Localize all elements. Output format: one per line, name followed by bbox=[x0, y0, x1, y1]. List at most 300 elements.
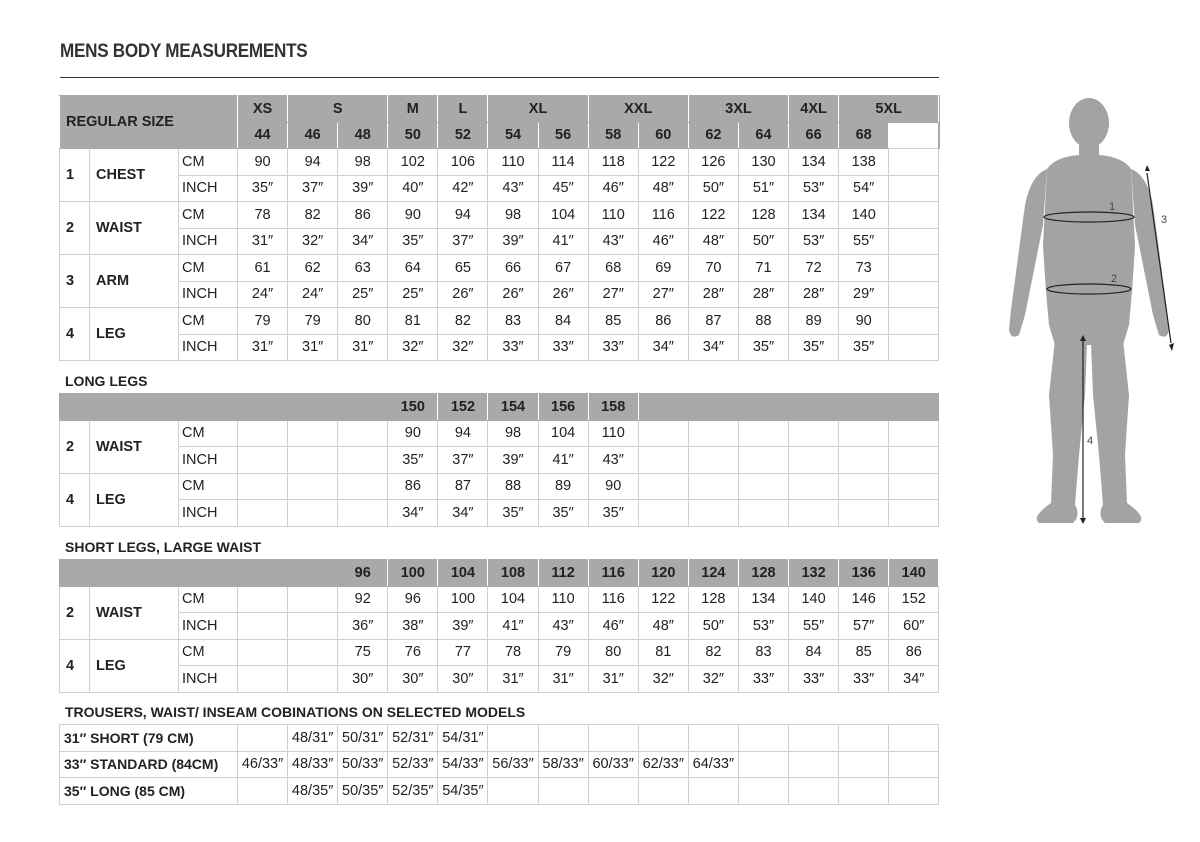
measure-name: LEG bbox=[90, 473, 179, 526]
size-number-header: 132 bbox=[789, 560, 839, 587]
table-row bbox=[60, 666, 939, 693]
empty-cell bbox=[738, 725, 788, 752]
value-cell: 110 bbox=[588, 202, 638, 229]
empty-cell bbox=[889, 725, 939, 752]
value-cell: 31″ bbox=[238, 334, 288, 361]
table-row bbox=[60, 473, 939, 500]
empty-cell bbox=[839, 473, 889, 500]
table-row bbox=[60, 202, 940, 229]
value-cell: 26″ bbox=[488, 281, 538, 308]
size-number-header: 56 bbox=[538, 122, 588, 149]
value-cell: 68 bbox=[588, 255, 638, 282]
combination-cell: 48/31″ bbox=[288, 725, 338, 752]
empty-cell bbox=[288, 586, 338, 613]
size-group-header: S bbox=[288, 96, 388, 123]
value-cell: 90 bbox=[388, 420, 438, 447]
trouser-length-label: 33″ STANDARD (84CM) bbox=[60, 751, 238, 778]
value-cell: 48″ bbox=[638, 175, 688, 202]
value-cell: 34″ bbox=[388, 500, 438, 527]
trousers-heading: TROUSERS, WAIST/ INSEAM COBINATIONS ON SELECTED MODELS bbox=[65, 704, 526, 720]
empty-cell bbox=[588, 778, 638, 805]
empty-cell bbox=[238, 639, 288, 666]
measure-name: LEG bbox=[90, 639, 179, 692]
measure-name: ARM bbox=[90, 255, 179, 308]
measure-number: 1 bbox=[60, 149, 90, 202]
empty-cell bbox=[238, 447, 288, 474]
empty-cell bbox=[839, 751, 889, 778]
combination-cell: 56/33″ bbox=[488, 751, 538, 778]
measure-number: 4 bbox=[60, 473, 90, 526]
value-cell: 39″ bbox=[488, 447, 538, 474]
measure-number: 2 bbox=[60, 420, 90, 473]
combination-cell: 48/33″ bbox=[288, 751, 338, 778]
combination-cell: 64/33″ bbox=[688, 751, 738, 778]
empty-cell bbox=[688, 420, 738, 447]
value-cell: 138 bbox=[839, 149, 889, 176]
value-cell: 28″ bbox=[688, 281, 738, 308]
page-title: MENS BODY MEASUREMENTS bbox=[60, 41, 308, 62]
value-cell: 32″ bbox=[288, 228, 338, 255]
value-cell: 94 bbox=[438, 202, 488, 229]
size-group-header: 3XL bbox=[688, 96, 788, 123]
value-cell: 55″ bbox=[789, 613, 839, 640]
empty-cell bbox=[738, 751, 788, 778]
empty-cell bbox=[889, 149, 939, 176]
empty-cell bbox=[538, 778, 588, 805]
size-number-header: 64 bbox=[738, 122, 788, 149]
value-cell: 27″ bbox=[638, 281, 688, 308]
table-row bbox=[60, 586, 939, 613]
empty-cell bbox=[789, 751, 839, 778]
empty-cell bbox=[789, 778, 839, 805]
value-cell: 76 bbox=[388, 639, 438, 666]
value-cell: 31″ bbox=[338, 334, 388, 361]
short-legs-heading: SHORT LEGS, LARGE WAIST bbox=[65, 539, 262, 555]
value-cell: 83 bbox=[738, 639, 788, 666]
size-number-header: 154 bbox=[488, 394, 538, 421]
value-cell: 88 bbox=[488, 473, 538, 500]
empty-cell bbox=[889, 281, 939, 308]
value-cell: 33″ bbox=[789, 666, 839, 693]
value-cell: 53″ bbox=[738, 613, 788, 640]
combination-cell: 52/33″ bbox=[388, 751, 438, 778]
table-row bbox=[60, 639, 939, 666]
value-cell: 94 bbox=[438, 420, 488, 447]
table-row bbox=[60, 281, 940, 308]
value-cell: 110 bbox=[588, 420, 638, 447]
size-number-header: 68 bbox=[839, 122, 889, 149]
value-cell: 98 bbox=[488, 420, 538, 447]
value-cell: 30″ bbox=[338, 666, 388, 693]
size-group-header: XS bbox=[238, 96, 288, 123]
empty-cell bbox=[839, 725, 889, 752]
value-cell: 134 bbox=[789, 202, 839, 229]
empty-cell bbox=[789, 447, 839, 474]
value-cell: 75 bbox=[338, 639, 388, 666]
size-group-header: 5XL bbox=[839, 96, 939, 123]
value-cell: 40″ bbox=[388, 175, 438, 202]
combination-cell: 58/33″ bbox=[538, 751, 588, 778]
value-cell: 70 bbox=[688, 255, 738, 282]
value-cell: 152 bbox=[889, 586, 939, 613]
value-cell: 80 bbox=[588, 639, 638, 666]
regular-size-label: REGULAR SIZE bbox=[60, 96, 238, 149]
value-cell: 35″ bbox=[488, 500, 538, 527]
empty-cell bbox=[789, 500, 839, 527]
value-cell: 43″ bbox=[488, 175, 538, 202]
value-cell: 88 bbox=[738, 308, 788, 335]
empty-cell bbox=[488, 725, 538, 752]
value-cell: 32″ bbox=[438, 334, 488, 361]
table-row bbox=[60, 778, 939, 805]
value-cell: 60″ bbox=[889, 613, 939, 640]
trousers-table bbox=[59, 724, 939, 805]
value-cell: 33″ bbox=[488, 334, 538, 361]
value-cell: 26″ bbox=[438, 281, 488, 308]
value-cell: 80 bbox=[338, 308, 388, 335]
value-cell: 43″ bbox=[588, 447, 638, 474]
value-cell: 86 bbox=[338, 202, 388, 229]
size-number-header: 100 bbox=[388, 560, 438, 587]
header-blank bbox=[638, 394, 939, 421]
empty-cell bbox=[238, 778, 288, 805]
header-blank bbox=[60, 560, 338, 587]
value-cell: 35″ bbox=[738, 334, 788, 361]
value-cell: 31″ bbox=[288, 334, 338, 361]
value-cell: 90 bbox=[238, 149, 288, 176]
empty-cell bbox=[638, 725, 688, 752]
combination-cell: 62/33″ bbox=[638, 751, 688, 778]
value-cell: 48″ bbox=[638, 613, 688, 640]
value-cell: 31″ bbox=[538, 666, 588, 693]
value-cell: 89 bbox=[789, 308, 839, 335]
empty-cell bbox=[288, 473, 338, 500]
combination-cell: 52/35″ bbox=[388, 778, 438, 805]
value-cell: 32″ bbox=[688, 666, 738, 693]
combination-cell: 54/33″ bbox=[438, 751, 488, 778]
value-cell: 110 bbox=[488, 149, 538, 176]
value-cell: 45″ bbox=[538, 175, 588, 202]
measure-number: 2 bbox=[60, 202, 90, 255]
unit-label: INCH bbox=[179, 666, 238, 693]
value-cell: 85 bbox=[839, 639, 889, 666]
size-number-header: 140 bbox=[889, 560, 939, 587]
value-cell: 116 bbox=[588, 586, 638, 613]
value-cell: 122 bbox=[638, 586, 688, 613]
measure-name: CHEST bbox=[90, 149, 179, 202]
empty-cell bbox=[288, 666, 338, 693]
value-cell: 51″ bbox=[738, 175, 788, 202]
value-cell: 90 bbox=[839, 308, 889, 335]
value-cell: 110 bbox=[538, 586, 588, 613]
value-cell: 24″ bbox=[288, 281, 338, 308]
size-number-header: 136 bbox=[839, 560, 889, 587]
value-cell: 34″ bbox=[338, 228, 388, 255]
size-number-header: 156 bbox=[538, 394, 588, 421]
empty-cell bbox=[738, 500, 788, 527]
value-cell: 104 bbox=[488, 586, 538, 613]
value-cell: 37″ bbox=[438, 447, 488, 474]
value-cell: 122 bbox=[688, 202, 738, 229]
empty-cell bbox=[638, 473, 688, 500]
value-cell: 35″ bbox=[538, 500, 588, 527]
value-cell: 31″ bbox=[488, 666, 538, 693]
value-cell: 57″ bbox=[839, 613, 889, 640]
unit-label: CM bbox=[179, 420, 238, 447]
value-cell: 33″ bbox=[839, 666, 889, 693]
empty-cell bbox=[338, 420, 388, 447]
empty-cell bbox=[238, 473, 288, 500]
value-cell: 41″ bbox=[538, 447, 588, 474]
empty-cell bbox=[638, 420, 688, 447]
size-number-header: 60 bbox=[638, 122, 688, 149]
value-cell: 27″ bbox=[588, 281, 638, 308]
body-figure-illustration bbox=[995, 95, 1175, 535]
regular-size-table bbox=[59, 95, 940, 361]
value-cell: 33″ bbox=[538, 334, 588, 361]
empty-cell bbox=[688, 500, 738, 527]
empty-cell bbox=[889, 751, 939, 778]
value-cell: 34″ bbox=[688, 334, 738, 361]
value-cell: 82 bbox=[288, 202, 338, 229]
size-number-header: 124 bbox=[688, 560, 738, 587]
empty-cell bbox=[238, 420, 288, 447]
value-cell: 116 bbox=[638, 202, 688, 229]
value-cell: 79 bbox=[288, 308, 338, 335]
empty-cell bbox=[789, 725, 839, 752]
table-row bbox=[60, 751, 939, 778]
empty-cell bbox=[638, 778, 688, 805]
short-legs-table bbox=[59, 559, 939, 693]
value-cell: 54″ bbox=[839, 175, 889, 202]
value-cell: 30″ bbox=[388, 666, 438, 693]
table-row bbox=[60, 500, 939, 527]
value-cell: 128 bbox=[688, 586, 738, 613]
value-cell: 98 bbox=[488, 202, 538, 229]
size-number-header: 112 bbox=[538, 560, 588, 587]
value-cell: 118 bbox=[588, 149, 638, 176]
silhouette bbox=[1009, 98, 1169, 523]
table-row bbox=[60, 308, 940, 335]
empty-cell bbox=[889, 308, 939, 335]
measure-number: 4 bbox=[60, 639, 90, 692]
empty-cell bbox=[288, 420, 338, 447]
size-number-header: 150 bbox=[388, 394, 438, 421]
unit-label: CM bbox=[179, 586, 238, 613]
size-group-header: XXL bbox=[588, 96, 688, 123]
value-cell: 134 bbox=[789, 149, 839, 176]
value-cell: 53″ bbox=[789, 228, 839, 255]
size-group-header: 4XL bbox=[789, 96, 839, 123]
value-cell: 81 bbox=[638, 639, 688, 666]
size-number-header: 54 bbox=[488, 122, 538, 149]
value-cell: 90 bbox=[388, 202, 438, 229]
empty-cell bbox=[839, 778, 889, 805]
value-cell: 36″ bbox=[338, 613, 388, 640]
size-number-header: 120 bbox=[638, 560, 688, 587]
value-cell: 46″ bbox=[638, 228, 688, 255]
marker-leg: 4 bbox=[1087, 435, 1094, 447]
value-cell: 35″ bbox=[388, 228, 438, 255]
value-cell: 77 bbox=[438, 639, 488, 666]
empty-cell bbox=[688, 725, 738, 752]
empty-cell bbox=[588, 725, 638, 752]
value-cell: 87 bbox=[438, 473, 488, 500]
size-number-header: 44 bbox=[238, 122, 288, 149]
unit-label: CM bbox=[179, 308, 238, 335]
value-cell: 48″ bbox=[688, 228, 738, 255]
value-cell: 79 bbox=[538, 639, 588, 666]
value-cell: 146 bbox=[839, 586, 889, 613]
size-number-header: 116 bbox=[588, 560, 638, 587]
value-cell: 86 bbox=[388, 473, 438, 500]
empty-cell bbox=[839, 447, 889, 474]
empty-cell bbox=[889, 473, 939, 500]
value-cell: 63 bbox=[338, 255, 388, 282]
value-cell: 43″ bbox=[538, 613, 588, 640]
size-group-header: XL bbox=[488, 96, 588, 123]
combination-cell: 52/31″ bbox=[388, 725, 438, 752]
empty-cell bbox=[688, 778, 738, 805]
size-number-header: 62 bbox=[688, 122, 738, 149]
value-cell: 90 bbox=[588, 473, 638, 500]
unit-label: INCH bbox=[179, 500, 238, 527]
value-cell: 134 bbox=[738, 586, 788, 613]
value-cell: 30″ bbox=[438, 666, 488, 693]
table-row bbox=[60, 447, 939, 474]
value-cell: 78 bbox=[488, 639, 538, 666]
marker-chest: 1 bbox=[1109, 201, 1116, 213]
value-cell: 64 bbox=[388, 255, 438, 282]
empty-cell bbox=[538, 725, 588, 752]
value-cell: 25″ bbox=[338, 281, 388, 308]
table-row bbox=[60, 725, 939, 752]
value-cell: 82 bbox=[688, 639, 738, 666]
combination-cell: 50/33″ bbox=[338, 751, 388, 778]
empty-cell bbox=[889, 500, 939, 527]
value-cell: 104 bbox=[538, 420, 588, 447]
value-cell: 65 bbox=[438, 255, 488, 282]
marker-arm: 3 bbox=[1161, 214, 1168, 226]
value-cell: 46″ bbox=[588, 175, 638, 202]
value-cell: 28″ bbox=[789, 281, 839, 308]
trouser-length-label: 31″ SHORT (79 CM) bbox=[60, 725, 238, 752]
value-cell: 89 bbox=[538, 473, 588, 500]
value-cell: 35″ bbox=[388, 447, 438, 474]
empty-cell bbox=[738, 778, 788, 805]
value-cell: 81 bbox=[388, 308, 438, 335]
table-row bbox=[60, 420, 939, 447]
empty-cell bbox=[889, 228, 939, 255]
empty-cell bbox=[288, 639, 338, 666]
empty-cell bbox=[688, 447, 738, 474]
value-cell: 33″ bbox=[738, 666, 788, 693]
unit-label: INCH bbox=[179, 447, 238, 474]
header-blank bbox=[60, 394, 388, 421]
empty-cell bbox=[288, 500, 338, 527]
size-number-header: 52 bbox=[438, 122, 488, 149]
value-cell: 100 bbox=[438, 586, 488, 613]
empty-cell bbox=[889, 255, 939, 282]
size-number-header: 48 bbox=[338, 122, 388, 149]
empty-cell bbox=[488, 778, 538, 805]
value-cell: 67 bbox=[538, 255, 588, 282]
size-group-header: M bbox=[388, 96, 438, 123]
measure-number: 2 bbox=[60, 586, 90, 639]
value-cell: 25″ bbox=[388, 281, 438, 308]
value-cell: 50″ bbox=[688, 613, 738, 640]
value-cell: 84 bbox=[538, 308, 588, 335]
unit-label: INCH bbox=[179, 334, 238, 361]
value-cell: 50″ bbox=[688, 175, 738, 202]
combination-cell: 48/35″ bbox=[288, 778, 338, 805]
value-cell: 71 bbox=[738, 255, 788, 282]
size-number-header: 96 bbox=[338, 560, 388, 587]
value-cell: 39″ bbox=[438, 613, 488, 640]
measure-name: LEG bbox=[90, 308, 179, 361]
unit-label: INCH bbox=[179, 175, 238, 202]
value-cell: 82 bbox=[438, 308, 488, 335]
value-cell: 42″ bbox=[438, 175, 488, 202]
value-cell: 35″ bbox=[238, 175, 288, 202]
value-cell: 34″ bbox=[438, 500, 488, 527]
empty-cell bbox=[738, 473, 788, 500]
value-cell: 33″ bbox=[588, 334, 638, 361]
long-legs-heading: LONG LEGS bbox=[65, 373, 148, 389]
measure-name: WAIST bbox=[90, 420, 179, 473]
value-cell: 62 bbox=[288, 255, 338, 282]
size-number-header: 50 bbox=[388, 122, 438, 149]
empty-cell bbox=[889, 420, 939, 447]
empty-cell bbox=[238, 666, 288, 693]
value-cell: 140 bbox=[839, 202, 889, 229]
table-row bbox=[60, 613, 939, 640]
empty-cell bbox=[338, 473, 388, 500]
table-row bbox=[60, 175, 940, 202]
empty-cell bbox=[638, 500, 688, 527]
marker-waist: 2 bbox=[1111, 273, 1118, 285]
value-cell: 24″ bbox=[238, 281, 288, 308]
measure-number: 3 bbox=[60, 255, 90, 308]
unit-label: INCH bbox=[179, 613, 238, 640]
size-number-header: 104 bbox=[438, 560, 488, 587]
value-cell: 34″ bbox=[638, 334, 688, 361]
empty-cell bbox=[889, 175, 939, 202]
trouser-length-label: 35″ LONG (85 CM) bbox=[60, 778, 238, 805]
empty-cell bbox=[238, 613, 288, 640]
empty-cell bbox=[338, 447, 388, 474]
empty-cell bbox=[889, 202, 939, 229]
empty-cell bbox=[238, 725, 288, 752]
size-number-header: 46 bbox=[288, 122, 338, 149]
value-cell: 26″ bbox=[538, 281, 588, 308]
value-cell: 37″ bbox=[438, 228, 488, 255]
empty-cell bbox=[889, 778, 939, 805]
empty-cell bbox=[789, 473, 839, 500]
value-cell: 35″ bbox=[839, 334, 889, 361]
combination-cell: 46/33″ bbox=[238, 751, 288, 778]
value-cell: 98 bbox=[338, 149, 388, 176]
size-number-header: 158 bbox=[588, 394, 638, 421]
empty-cell bbox=[288, 447, 338, 474]
measure-name: WAIST bbox=[90, 586, 179, 639]
value-cell: 92 bbox=[338, 586, 388, 613]
value-cell: 43″ bbox=[588, 228, 638, 255]
value-cell: 83 bbox=[488, 308, 538, 335]
value-cell: 122 bbox=[638, 149, 688, 176]
unit-label: CM bbox=[179, 149, 238, 176]
title-divider bbox=[60, 77, 939, 78]
